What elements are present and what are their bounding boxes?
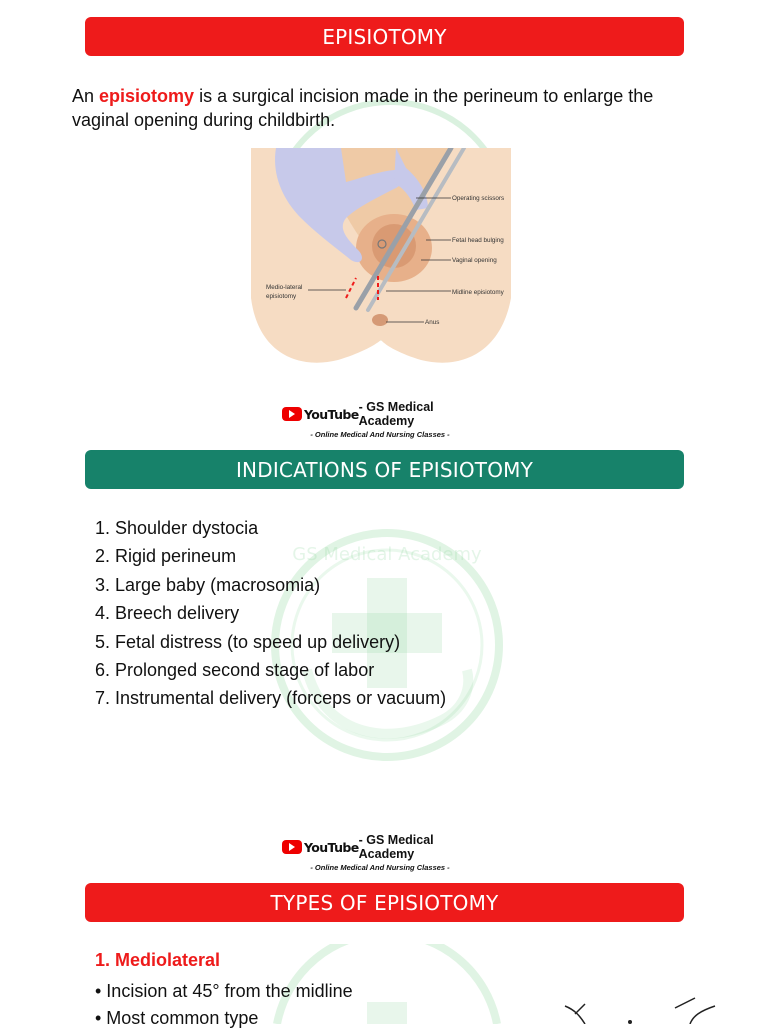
channel-tagline: - Online Medical And Nursing Classes - bbox=[310, 430, 450, 439]
list-item: 1. Shoulder dystocia bbox=[95, 518, 259, 538]
watermark-text: GS Medical Academy bbox=[292, 544, 482, 565]
channel-name: - GS Medical Academy bbox=[358, 400, 434, 428]
list-item: 5. Fetal distress (to speed up delivery) bbox=[95, 631, 401, 652]
episiotomy-banner bbox=[85, 17, 684, 56]
label-medio-lateral-2: episiotomy bbox=[266, 293, 297, 300]
label-anus: Anus bbox=[425, 319, 440, 326]
incision-diagram-fragment bbox=[555, 996, 755, 1024]
indications-title: INDICATIONS OF EPISIOTOMY bbox=[235, 457, 534, 482]
youtube-play-icon bbox=[282, 407, 302, 421]
label-medio-lateral: Medio-lateral bbox=[266, 284, 303, 291]
indications-list bbox=[95, 514, 446, 713]
channel-name: - GS Medical Academy bbox=[358, 833, 434, 861]
intro-rest: is a surgical incision made in the perineum to enlarge the vaginal opening during childbirth. bbox=[72, 86, 654, 130]
youtube-play-icon bbox=[282, 840, 302, 854]
label-midline: Midline episiotomy bbox=[452, 289, 504, 296]
intro-prefix: An bbox=[72, 86, 100, 106]
youtube-wordmark: YouTube bbox=[303, 839, 359, 855]
list-item: 7. Instrumental delivery (forceps or vacuum) bbox=[95, 688, 447, 709]
intro-highlight: episiotomy bbox=[99, 86, 195, 106]
list-item: 3. Large baby (macrosomia) bbox=[95, 574, 321, 595]
type-mediolateral-heading: 1. Mediolateral bbox=[95, 950, 221, 970]
youtube-branding bbox=[282, 400, 492, 439]
types-title: TYPES OF EPISIOTOMY bbox=[270, 890, 499, 915]
label-vaginal-opening: Vaginal opening bbox=[452, 257, 497, 264]
episiotomy-title: EPISIOTOMY bbox=[322, 24, 447, 49]
episiotomy-illustration bbox=[246, 148, 516, 370]
label-fetal-head: Fetal head bulging bbox=[452, 237, 504, 244]
type-bullet: • Most common type bbox=[95, 1008, 259, 1028]
list-item: 4. Breech delivery bbox=[95, 603, 240, 624]
youtube-branding bbox=[282, 833, 492, 872]
list-item: 2. Rigid perineum bbox=[95, 546, 237, 567]
indications-banner bbox=[85, 450, 684, 489]
channel-tagline: - Online Medical And Nursing Classes - bbox=[310, 863, 450, 872]
label-operating-scissors: Operating scissors bbox=[452, 195, 505, 202]
list-item: 6. Prolonged second stage of labor bbox=[95, 660, 375, 681]
types-banner bbox=[85, 883, 684, 922]
type-bullet: • Incision at 45° from the midline bbox=[95, 981, 353, 1001]
intro-paragraph bbox=[72, 84, 712, 132]
youtube-wordmark: YouTube bbox=[303, 406, 359, 422]
